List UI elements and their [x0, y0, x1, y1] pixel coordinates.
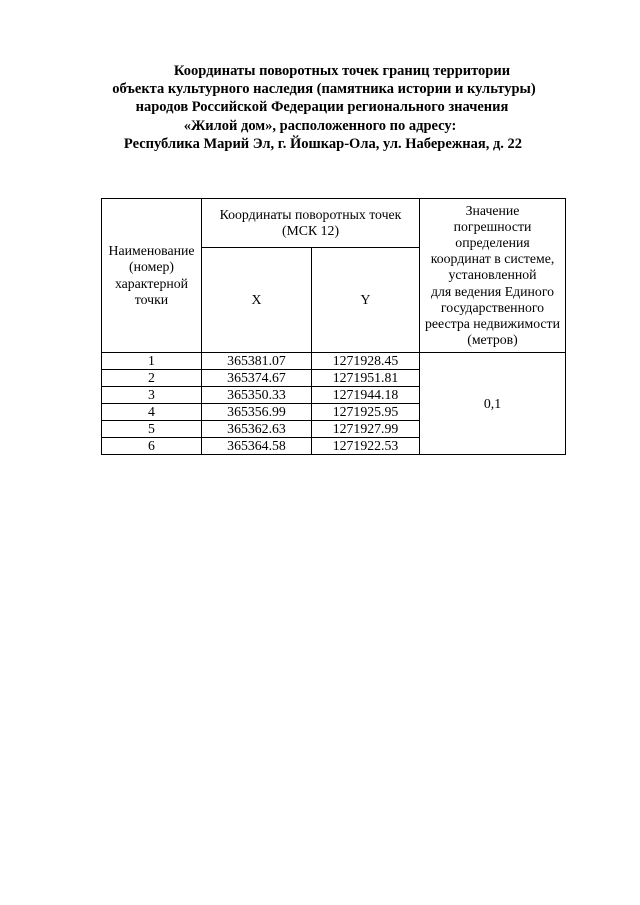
- cell-point-number: 6: [102, 438, 202, 455]
- cell-y: 1271944.18: [312, 387, 420, 404]
- cell-x: 365374.67: [202, 370, 312, 387]
- header-error-line: реестра недвижимости: [425, 316, 560, 331]
- cell-point-number: 2: [102, 370, 202, 387]
- header-error-line: для ведения Единого: [430, 283, 555, 299]
- header-coordinates-line: (МСК 12): [281, 223, 340, 238]
- header-error-line: (метров): [467, 332, 518, 348]
- table-row: [102, 353, 566, 370]
- cell-y: 1271927.99: [312, 421, 420, 438]
- title-line-4: «Жилой дом», расположенного по адресу:: [183, 117, 457, 134]
- header-point-name-line: Наименование: [108, 243, 195, 259]
- cell-point-number: 1: [102, 353, 202, 370]
- title-line-2: объекта культурного наследия (памятника истории и культуры): [112, 81, 536, 98]
- header-y: Y: [312, 248, 420, 353]
- header-error-line: государственного: [440, 299, 545, 315]
- cell-point-number: 4: [102, 404, 202, 421]
- cell-x: 365350.33: [202, 387, 312, 404]
- header-error: [420, 199, 566, 353]
- header-point-name-line: (номер): [129, 259, 174, 275]
- header-error-line: погрешности: [453, 218, 532, 234]
- header-error-line: установленной: [448, 267, 537, 283]
- header-coordinates: [202, 199, 420, 248]
- cell-y: 1271925.95: [312, 404, 420, 421]
- title-line-1: Координаты поворотных точек границ территории: [173, 63, 511, 79]
- header-point-name-line: характерной: [114, 275, 189, 291]
- coordinates-table: [101, 198, 566, 455]
- header-point-name: [102, 199, 202, 353]
- cell-y: 1271951.81: [312, 370, 420, 387]
- header-error-line: определения: [455, 234, 530, 250]
- table-header-row: [102, 199, 566, 248]
- document-title: [0, 62, 640, 153]
- cell-x: 365364.58: [202, 438, 312, 455]
- cell-error-value: 0,1: [420, 353, 566, 455]
- cell-point-number: 3: [102, 387, 202, 404]
- header-point-name-line: точки: [134, 291, 169, 307]
- header-coordinates-line: Координаты поворотных точек: [219, 206, 402, 222]
- title-line-3: народов Российской Федерации регионального значения: [135, 99, 509, 116]
- title-line-5: Республика Марий Эл, г. Йошкар-Ола, ул. Набережная, д. 22: [123, 135, 523, 152]
- cell-x: 365362.63: [202, 421, 312, 438]
- cell-point-number: 5: [102, 421, 202, 438]
- cell-x: 365381.07: [202, 353, 312, 370]
- cell-y: 1271928.45: [312, 353, 420, 370]
- header-x: X: [202, 248, 312, 353]
- header-error-line: Значение: [465, 202, 520, 218]
- header-error-line: координат в системе,: [430, 251, 555, 267]
- cell-x: 365356.99: [202, 404, 312, 421]
- cell-y: 1271922.53: [312, 438, 420, 455]
